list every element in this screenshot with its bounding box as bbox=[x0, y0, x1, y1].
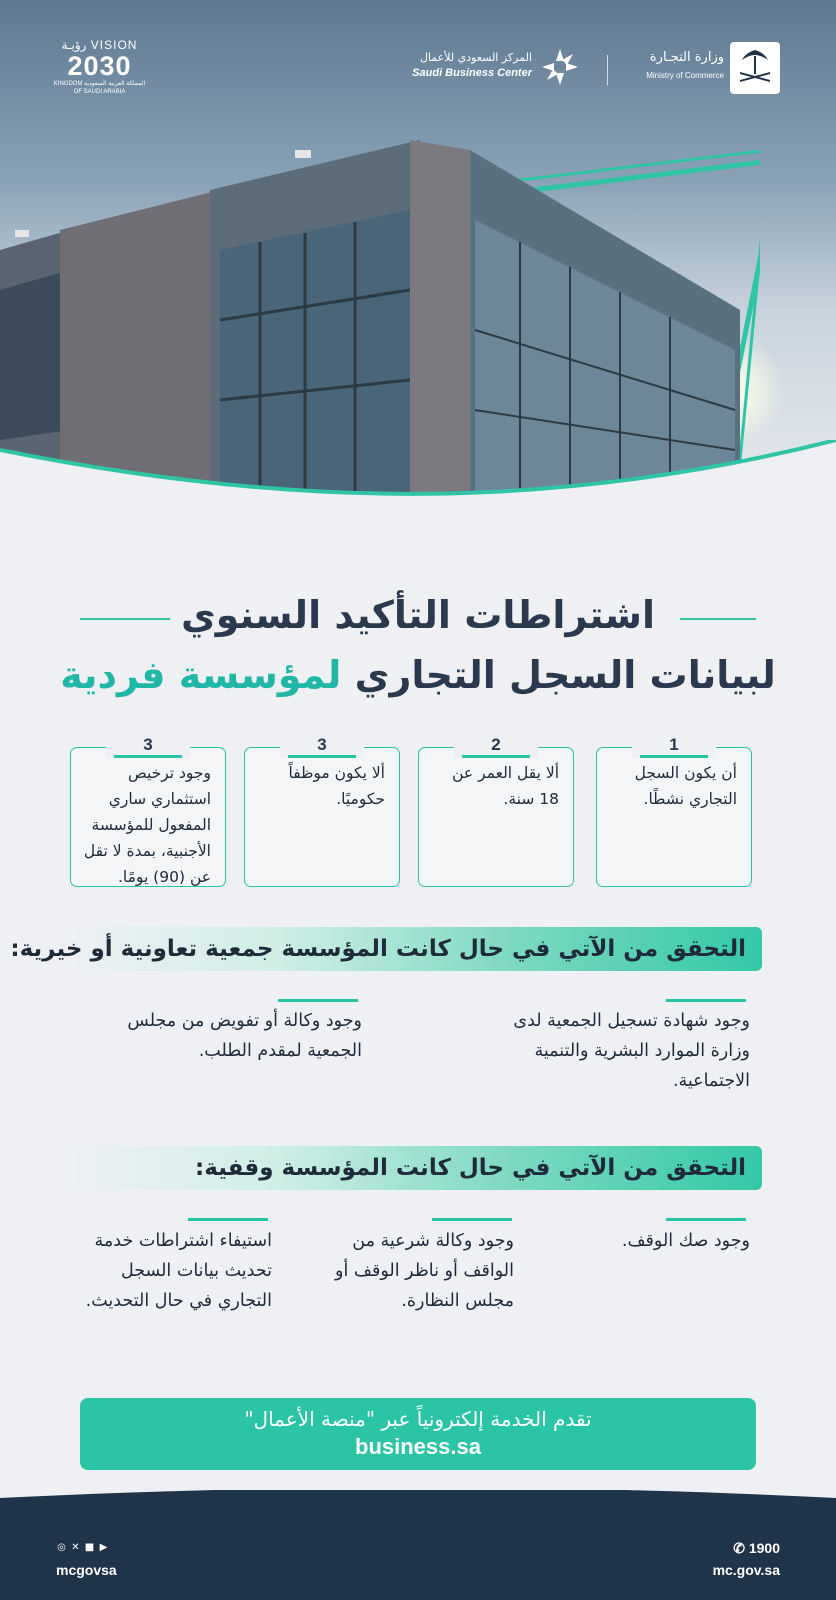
item-accent-bar bbox=[432, 1218, 512, 1221]
requirement-card-3 bbox=[244, 747, 400, 887]
requirement-card-1 bbox=[596, 747, 752, 887]
page-title-line1: اشتراطات التأكيد السنوي bbox=[180, 593, 656, 637]
item-accent-bar bbox=[666, 1218, 746, 1221]
x-icon[interactable]: ✕ bbox=[71, 1542, 80, 1553]
vision-2030-logo bbox=[52, 38, 147, 100]
moc-logo bbox=[620, 40, 780, 100]
footer bbox=[0, 1490, 836, 1600]
cta-link[interactable]: business.sa bbox=[355, 1434, 481, 1459]
footer-background bbox=[0, 1490, 836, 1600]
cta-banner[interactable] bbox=[80, 1398, 756, 1470]
section-heading-waqf: التحقق من الآتي في حال كانت المؤسسة وقفية: bbox=[72, 1146, 762, 1190]
requirement-text: ألا يكون موظفاً حكوميًا. bbox=[288, 764, 385, 808]
requirement-number: 3 bbox=[106, 734, 190, 758]
section-heading-charity: التحقق من الآتي في حال كانت المؤسسة جمعية تعاونية أو خيرية: bbox=[72, 927, 762, 971]
cta-text: تقدم الخدمة إلكترونياً عبر "منصة الأعمال" bbox=[244, 1407, 592, 1431]
saudi-emblem-icon bbox=[730, 42, 780, 94]
vision-country: المملكة العربية السعودية KINGDOM OF SAUDI ARABIA bbox=[53, 81, 146, 95]
facebook-icon[interactable]: ■ bbox=[84, 1542, 95, 1553]
phone-value: 1900 bbox=[748, 1540, 780, 1556]
requirement-number: 2 bbox=[454, 734, 538, 758]
requirement-text: وجود ترخيص استثماري ساري المفعول للمؤسسة الأجنبية، بمدة لا تقل عن (90) يومًا. bbox=[83, 764, 211, 886]
moc-name-ar: وزارة التجـارة bbox=[649, 50, 724, 65]
title-line2-highlight: لمؤسسة فردية bbox=[60, 653, 342, 697]
sbc-name-en: Saudi Business Center bbox=[412, 67, 532, 79]
requirement-number: 3 bbox=[280, 734, 364, 758]
youtube-icon[interactable]: ▶ bbox=[99, 1542, 108, 1553]
website-link[interactable]: mc.gov.sa bbox=[712, 1562, 780, 1578]
requirement-text: أن يكون السجل التجاري نشطًا. bbox=[634, 764, 737, 808]
charity-item-1: وجود شهادة تسجيل الجمعية لدى وزارة الموارد البشرية والتنمية الاجتماعية. bbox=[513, 1011, 750, 1091]
page-title-line2 bbox=[0, 650, 836, 700]
waqf-item-1: وجود صك الوقف. bbox=[621, 1231, 750, 1251]
charity-item-2: وجود وكالة أو تفويض من مجلس الجمعية لمقدم الطلب. bbox=[127, 1011, 362, 1061]
social-handle[interactable]: mcgovsa bbox=[56, 1562, 117, 1578]
logo-divider bbox=[607, 55, 608, 85]
title-line2-main: لبيانات السجل التجاري bbox=[341, 653, 776, 697]
phone-number[interactable] bbox=[733, 1540, 780, 1557]
vision-year: 2030 bbox=[67, 51, 132, 81]
sbc-logo bbox=[400, 45, 580, 95]
hero-curve bbox=[0, 440, 836, 520]
instagram-icon[interactable]: ◎ bbox=[57, 1542, 66, 1553]
requirement-number: 1 bbox=[632, 734, 716, 758]
waqf-item-2: وجود وكالة شرعية من الواقف أو ناظر الوقف أو مجلس النظارة. bbox=[335, 1231, 514, 1311]
sbc-name-ar: المركز السعودي للأعمال bbox=[419, 51, 532, 64]
vision-label: VISION رؤيـة bbox=[61, 38, 138, 52]
phone-icon: ✆ bbox=[733, 1540, 749, 1556]
social-icons bbox=[56, 1542, 109, 1553]
requirement-card-2 bbox=[418, 747, 574, 887]
sbc-mark-icon bbox=[540, 47, 580, 87]
item-accent-bar bbox=[666, 999, 746, 1002]
item-accent-bar bbox=[188, 1218, 268, 1221]
waqf-item-3: استيفاء اشتراطات خدمة تحديث بيانات السجل التجاري في حال التحديث. bbox=[85, 1231, 272, 1311]
requirement-card-4 bbox=[70, 747, 226, 887]
moc-name-en: Ministry of Commerce bbox=[646, 71, 724, 80]
requirement-text: ألا يقل العمر عن 18 سنة. bbox=[452, 764, 559, 808]
item-accent-bar bbox=[278, 999, 358, 1002]
